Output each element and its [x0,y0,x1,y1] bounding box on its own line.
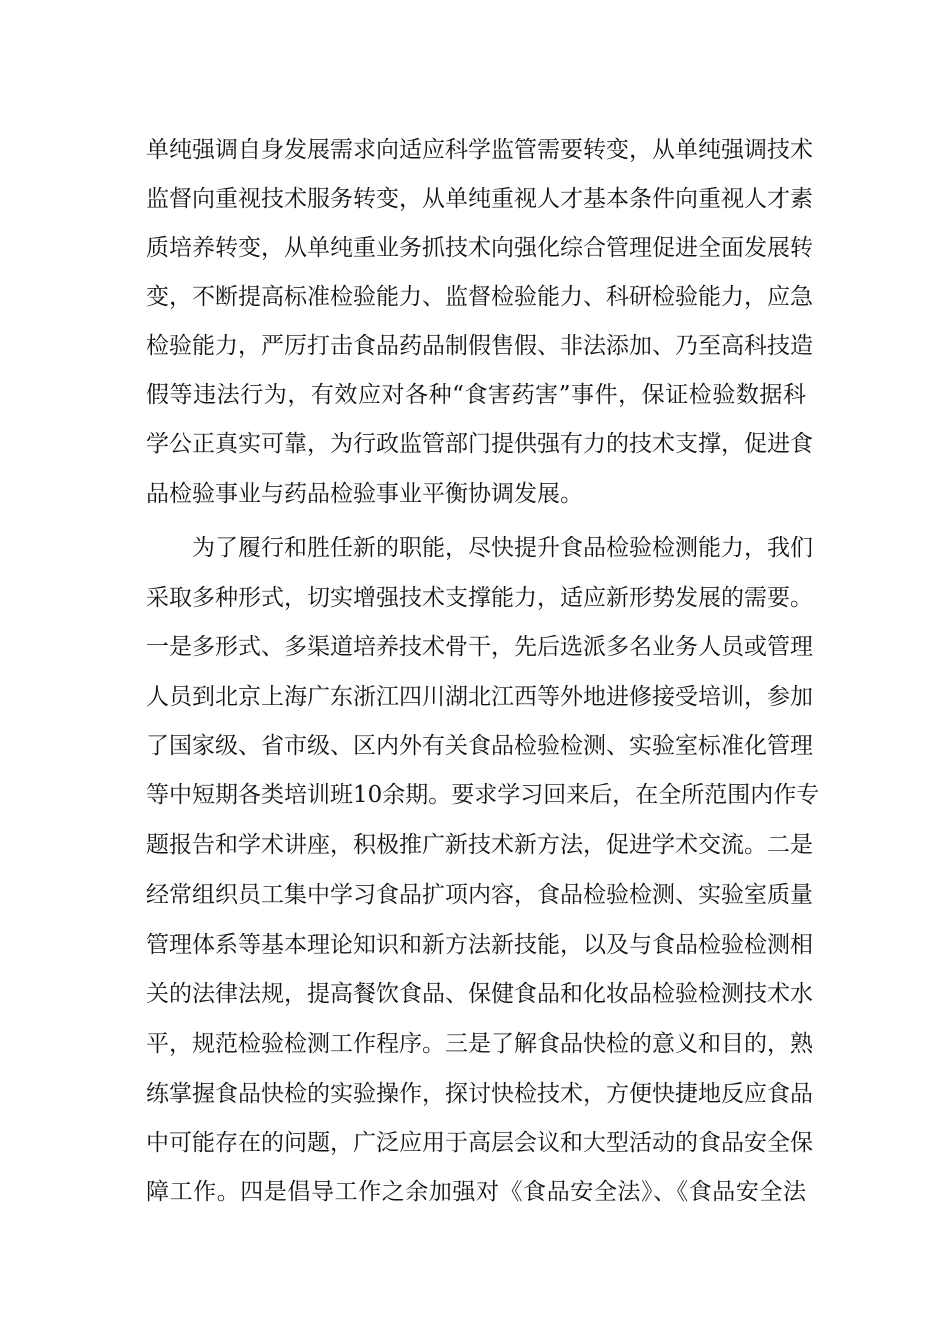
paragraph-line: 变，不断提高标准检验能力、监督检验能力、科研检验能力，应急 [146,284,813,310]
paragraph-line: 题报告和学术讲座，积极推广新技术新方法，促进学术交流。二是 [146,832,813,858]
paragraph-line: 质培养转变，从单纯重业务抓技术向强化综合管理促进全面发展转 [146,235,813,261]
paragraph-line: 练掌握食品快检的实验操作，探讨快检技术，方便快捷地反应食品 [146,1081,813,1107]
paragraph-line: 学公正真实可靠，为行政监管部门提供强有力的技术支撑，促进食 [146,431,813,457]
paragraph-line: 经常组织员工集中学习食品扩项内容，食品检验检测、实验室质量 [146,882,813,908]
paragraph-line: 关的法律法规，提高餐饮食品、保健食品和化妆品检验检测技术水 [146,981,813,1007]
paragraph-line: 障工作。四是倡导工作之余加强对《食品安全法》、《食品安全法 [146,1179,806,1205]
paragraph-line: 一是多形式、多渠道培养技术骨干，先后选派多名业务人员或管理 [146,634,813,660]
paragraph-line: 监督向重视技术服务转变，从单纯重视人才基本条件向重视人才素 [146,186,813,212]
paragraph-line: 等中短期各类培训班10余期。要求学习回来后，在全所范围内作专 [146,782,820,808]
paragraph-line: 检验能力，严厉打击食品药品制假售假、非法添加、乃至高科技造 [146,333,813,359]
paragraph-line: 管理体系等基本理论知识和新方法新技能，以及与食品检验检测相 [146,932,813,958]
paragraph-line: 单纯强调自身发展需求向适应科学监管需要转变，从单纯强调技术 [146,137,813,163]
paragraph-line: 了国家级、省市级、区内外有关食品检验检测、实验室标准化管理 [146,733,813,759]
paragraph-line: 采取多种形式，切实增强技术支撑能力，适应新形势发展的需要。 [146,585,813,611]
paragraph-line: 品检验事业与药品检验事业平衡协调发展。 [146,481,583,507]
paragraph-line: 假等违法行为，有效应对各种“食害药害”事件，保证检验数据科 [146,382,806,408]
paragraph-line: 人员到北京上海广东浙江四川湖北江西等外地进修接受培训，参加 [146,684,813,710]
paragraph-line: 中可能存在的问题，广泛应用于高层会议和大型活动的食品安全保 [146,1130,813,1156]
paragraph-line: 为了履行和胜任新的职能，尽快提升食品检验检测能力，我们 [192,535,813,561]
paragraph-line: 平，规范检验检测工作程序。三是了解食品快检的意义和目的，熟 [146,1031,813,1057]
